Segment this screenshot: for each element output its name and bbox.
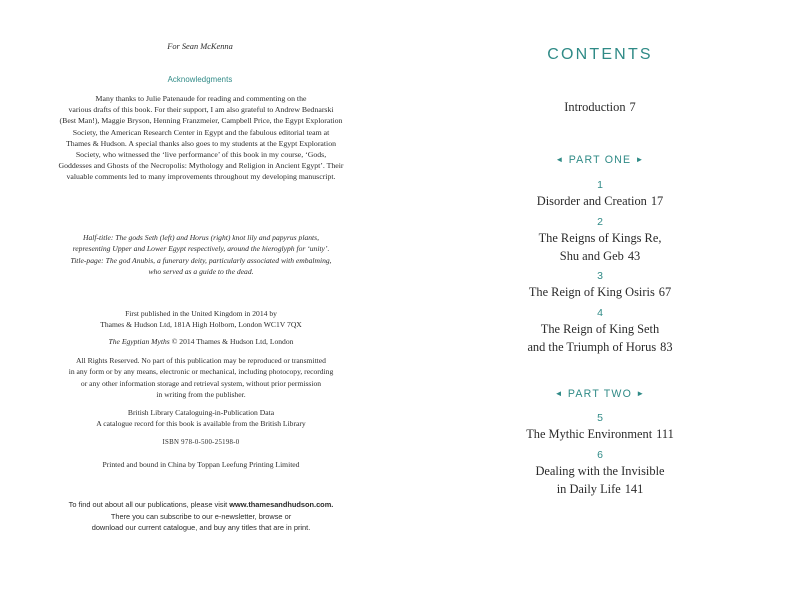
toc-page-number: 111 bbox=[656, 427, 674, 441]
right-triangle-icon: ► bbox=[635, 155, 645, 164]
cip-line: British Library Cataloguing-in-Publication Data bbox=[127, 408, 275, 417]
part-label: PART ONE bbox=[568, 154, 632, 166]
findout-prefix: To find out about all our publications, please visit bbox=[68, 500, 230, 509]
ack-line: Society, the American Research Center in Egypt and the fabulous editorial team at bbox=[72, 127, 330, 137]
credit-line: Title-page: The god Anubis, a funerary deity, particularly associated with embalming, bbox=[70, 255, 332, 265]
rights-line: in any form or by any means, electronic or mechanical, including photocopy, recording bbox=[68, 367, 334, 377]
rights-notice bbox=[40, 355, 362, 401]
toc-page-number: 83 bbox=[660, 340, 673, 354]
book-title: The Egyptian Myths bbox=[108, 337, 170, 346]
chapter-number: 2 bbox=[597, 216, 603, 228]
chapter-number: 1 bbox=[597, 179, 603, 191]
pub-line: Thames & Hudson Ltd, 181A High Holborn, London WC1V 7QX bbox=[100, 320, 302, 330]
chapter-title-line: Shu and Geb bbox=[559, 249, 624, 263]
chapter-number: 4 bbox=[597, 307, 603, 319]
chapter-title-line: The Reigns of Kings Re, bbox=[538, 231, 662, 245]
toc-page-number: 141 bbox=[624, 482, 644, 496]
publications-notice bbox=[40, 499, 362, 534]
ack-line: Many thanks to Julie Patenaude for reading and commenting on the bbox=[95, 94, 307, 103]
toc-entry-chapter-5[interactable] bbox=[400, 412, 800, 443]
contents-heading: CONTENTS bbox=[547, 46, 653, 63]
chapter-title-line: Dealing with the Invisible bbox=[535, 464, 665, 478]
ack-line: Society, who witnessed the ‘live performance’ of this book in my course, ‘Gods, bbox=[75, 150, 327, 160]
pub-line: First published in the United Kingdom in 2014 by bbox=[125, 309, 277, 318]
ack-line: valuable comments led to many improvements throughout my developing manuscript. bbox=[66, 172, 336, 182]
chapter-title-line: The Mythic Environment bbox=[526, 427, 653, 441]
acknowledgments-heading: Acknowledgments bbox=[167, 75, 233, 84]
chapter-title bbox=[400, 462, 800, 498]
toc-page-number: 43 bbox=[627, 249, 641, 263]
rights-line: All Rights Reserved. No part of this publication may be reproduced or transmitted bbox=[76, 356, 326, 365]
left-triangle-icon: ◄ bbox=[554, 389, 564, 398]
ack-line: (Best Man!), Maggie Bryson, Henning Franzmeier, Campbell Price, the Egypt Exploration bbox=[59, 116, 343, 126]
toc-entry-chapter-4[interactable] bbox=[400, 307, 800, 356]
chapter-title-line: The Reign of King Osiris bbox=[528, 285, 655, 299]
chapter-title bbox=[400, 192, 800, 210]
chapter-title-line: The Reign of King Seth bbox=[540, 322, 660, 336]
left-triangle-icon: ◄ bbox=[555, 155, 565, 164]
rights-line: in writing from the publisher. bbox=[156, 390, 246, 400]
part-label: PART TWO bbox=[567, 388, 633, 400]
copyright-line bbox=[40, 336, 362, 347]
cip-line: A catalogue record for this book is available from the British Library bbox=[96, 419, 306, 429]
findout-line: download our current catalogue, and buy any titles that are in print. bbox=[91, 523, 311, 533]
toc-entry-chapter-2[interactable] bbox=[400, 216, 800, 265]
part-two-heading bbox=[400, 388, 800, 400]
credit-line: who served as a guide to the dead. bbox=[148, 267, 254, 277]
toc-entry-chapter-1[interactable] bbox=[400, 179, 800, 210]
findout-line: There you can subscribe to our e-newsletter, browse or bbox=[110, 511, 292, 521]
illustration-credits bbox=[40, 232, 362, 278]
isbn: ISBN 978-0-500-25198-0 bbox=[162, 439, 240, 446]
dedication: For Sean McKenna bbox=[167, 42, 233, 51]
chapter-title-line: Disorder and Creation bbox=[536, 194, 647, 208]
ack-line: Thames & Hudson. A special thanks also goes to my students at the Egypt Exploration bbox=[65, 138, 337, 148]
rights-line: or any other information storage and retrieval system, without prior permission bbox=[80, 378, 322, 388]
chapter-title bbox=[400, 229, 800, 265]
printed-in: Printed and bound in China by Toppan Leefung Printing Limited bbox=[102, 460, 300, 469]
chapter-title bbox=[400, 320, 800, 356]
acknowledgments-text bbox=[48, 93, 354, 183]
first-published bbox=[40, 308, 362, 331]
part-one-heading bbox=[400, 154, 800, 166]
toc-page-number: 7 bbox=[629, 100, 636, 114]
chapter-title-line: in Daily Life bbox=[556, 482, 621, 496]
cip-data bbox=[40, 407, 362, 430]
toc-page-number: 17 bbox=[650, 194, 664, 208]
toc-title: Introduction bbox=[564, 100, 626, 114]
contents-page bbox=[400, 0, 800, 607]
toc-page-number: 67 bbox=[658, 285, 672, 299]
right-triangle-icon: ► bbox=[636, 389, 646, 398]
toc-entry-chapter-3[interactable] bbox=[400, 270, 800, 301]
toc-entry-chapter-6[interactable] bbox=[400, 449, 800, 498]
ack-line: Goddesses and Ghosts of the Necropolis: Mythology and Religion in Ancient Egypt’. Their bbox=[58, 161, 344, 171]
credit-line: Half-title: The gods Seth (left) and Horus (right) knot lily and papyrus plants, bbox=[82, 233, 320, 242]
chapter-title-line: and the Triumph of Horus bbox=[527, 340, 657, 354]
copyright-text: © 2014 Thames & Hudson Ltd, London bbox=[169, 337, 294, 346]
credit-line: representing Upper and Lower Egypt respectively, around the hieroglyph for ‘unity’. bbox=[72, 244, 330, 254]
chapter-number: 3 bbox=[597, 270, 603, 282]
chapter-number: 5 bbox=[597, 412, 603, 424]
chapter-title bbox=[400, 283, 800, 301]
website-link[interactable]: www.thamesandhudson.com. bbox=[229, 500, 334, 509]
chapter-title bbox=[400, 425, 800, 443]
ack-line: various drafts of this book. For their support, I am also grateful to Andrew Bednarski bbox=[68, 105, 334, 115]
toc-entry-introduction[interactable] bbox=[400, 100, 800, 115]
chapter-number: 6 bbox=[597, 449, 603, 461]
findout-line bbox=[40, 499, 362, 511]
